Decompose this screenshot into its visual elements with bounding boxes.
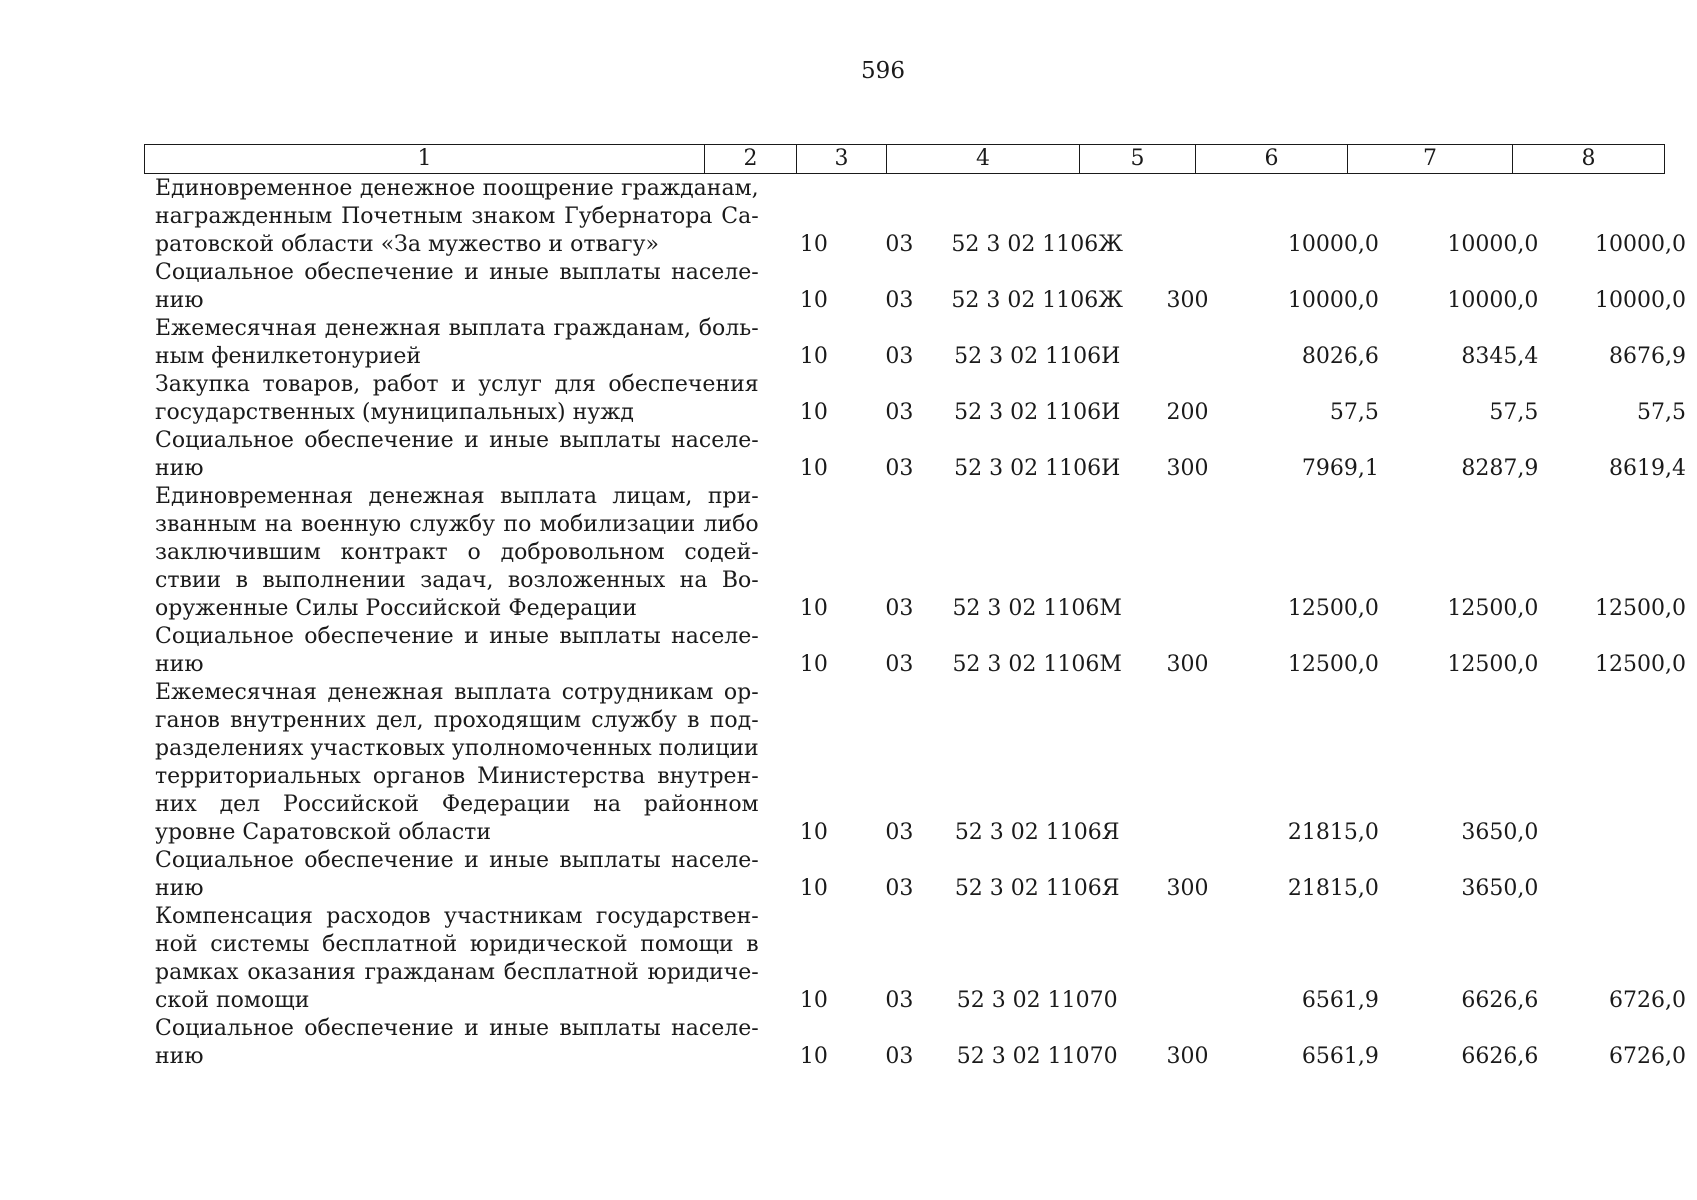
column-header-4: 4 xyxy=(887,145,1080,174)
row-amount-year-1: 10000,0 xyxy=(1287,288,1379,313)
row-amount-year-3: 10000,0 xyxy=(1595,288,1686,313)
page-number: 596 xyxy=(861,58,905,84)
row-target-code: 52 3 02 11070 xyxy=(956,1044,1118,1069)
column-header-2: 2 xyxy=(705,145,797,174)
budget-table xyxy=(144,175,1697,1071)
row-name-line: нию xyxy=(155,876,204,901)
column-header-5: 5 xyxy=(1080,145,1196,174)
row-subsection-code: 03 xyxy=(885,988,914,1013)
row-name-line: разделениях участковых уполномоченных полиции xyxy=(155,736,759,761)
row-name-line: Социальное обеспечение и иные выплаты населе- xyxy=(155,624,759,649)
row-expense-type xyxy=(1133,315,1243,371)
row-name xyxy=(144,259,771,315)
row-section-code: 10 xyxy=(799,1044,828,1069)
row-amount-year-3: 8676,9 xyxy=(1609,344,1686,369)
row-amount-year-3: 6726,0 xyxy=(1609,988,1686,1013)
row-expense-type xyxy=(1133,175,1243,259)
row-expense-type: 300 xyxy=(1166,288,1209,313)
row-amount-year-2: 12500,0 xyxy=(1447,596,1539,621)
row-name-line: Ежемесячная денежная выплата сотрудникам ор- xyxy=(155,680,759,705)
row-amount-year-3 xyxy=(1549,847,1697,903)
row-name-line: оруженные Силы Российской Федерации xyxy=(155,596,637,621)
row-section-code: 10 xyxy=(799,456,828,481)
row-amount-year-1: 7969,1 xyxy=(1301,456,1379,481)
row-section-code: 10 xyxy=(799,988,828,1013)
row-name-line: территориальных органов Министерства внутрен- xyxy=(155,764,759,789)
table-row xyxy=(144,175,1697,259)
column-header-row xyxy=(145,145,1665,174)
row-name-line: ской помощи xyxy=(155,988,310,1013)
row-name-line: Ежемесячная денежная выплата гражданам, боль- xyxy=(155,316,759,341)
column-header-1: 1 xyxy=(145,145,705,174)
table-row xyxy=(144,483,1697,623)
row-name-line: нию xyxy=(155,288,204,313)
table-row xyxy=(144,679,1697,847)
column-header-3: 3 xyxy=(797,145,887,174)
table-row xyxy=(144,427,1697,483)
row-amount-year-3: 6726,0 xyxy=(1609,1044,1686,1069)
column-header-6: 6 xyxy=(1196,145,1348,174)
row-subsection-code: 03 xyxy=(885,344,914,369)
row-name xyxy=(144,1015,771,1071)
row-expense-type: 300 xyxy=(1166,456,1209,481)
row-name-line: Социальное обеспечение и иные выплаты населе- xyxy=(155,1016,759,1041)
row-name-line: заключившим контракт о добровольном содей- xyxy=(155,540,759,565)
row-name xyxy=(144,679,771,847)
row-name-line: награжденным Почетным знаком Губернатора Са- xyxy=(155,204,759,229)
row-amount-year-1: 21815,0 xyxy=(1287,876,1379,901)
row-name-line: ганов внутренних дел, проходящим службу в под- xyxy=(155,708,759,733)
row-name xyxy=(144,175,771,259)
row-amount-year-3 xyxy=(1549,679,1697,847)
row-name-line: званным на военную службу по мобилизации либо xyxy=(155,512,759,537)
row-name-line: них дел Российской Федерации на районном xyxy=(155,792,759,817)
column-header-table xyxy=(144,144,1665,174)
row-name-line: нию xyxy=(155,1044,204,1069)
row-target-code: 52 3 02 1106Я xyxy=(954,820,1120,845)
row-name xyxy=(144,371,771,427)
row-amount-year-2: 57,5 xyxy=(1489,400,1539,425)
row-name-line: нию xyxy=(155,652,204,677)
row-amount-year-1: 21815,0 xyxy=(1287,820,1379,845)
row-name-line: уровне Саратовской области xyxy=(155,820,491,845)
row-subsection-code: 03 xyxy=(885,456,914,481)
row-subsection-code: 03 xyxy=(885,876,914,901)
row-name-line: нию xyxy=(155,456,204,481)
row-name xyxy=(144,623,771,679)
row-amount-year-2: 6626,6 xyxy=(1461,1044,1539,1069)
table-row xyxy=(144,315,1697,371)
row-section-code: 10 xyxy=(799,596,828,621)
row-amount-year-2: 3650,0 xyxy=(1461,820,1539,845)
row-amount-year-3: 10000,0 xyxy=(1595,232,1686,257)
row-name-line: Социальное обеспечение и иные выплаты населе- xyxy=(155,848,759,873)
row-name-line: ратовской области «За мужество и отвагу» xyxy=(155,232,659,257)
row-section-code: 10 xyxy=(799,232,828,257)
row-name-line: ным фенилкетонурией xyxy=(155,344,422,369)
row-subsection-code: 03 xyxy=(885,1044,914,1069)
row-expense-type: 300 xyxy=(1166,876,1209,901)
row-name xyxy=(144,847,771,903)
table-row xyxy=(144,371,1697,427)
row-expense-type xyxy=(1133,679,1243,847)
row-amount-year-3: 12500,0 xyxy=(1595,652,1686,677)
row-amount-year-1: 6561,9 xyxy=(1301,988,1379,1013)
table-row xyxy=(144,259,1697,315)
row-section-code: 10 xyxy=(799,400,828,425)
row-amount-year-1: 8026,6 xyxy=(1301,344,1379,369)
row-amount-year-1: 12500,0 xyxy=(1287,596,1379,621)
row-name-line: ной системы бесплатной юридической помощи в xyxy=(155,932,759,957)
table-row xyxy=(144,903,1697,1015)
row-name-line: государственных (муниципальных) нужд xyxy=(155,400,634,425)
row-subsection-code: 03 xyxy=(885,596,914,621)
row-expense-type: 300 xyxy=(1166,1044,1209,1069)
column-header-8: 8 xyxy=(1513,145,1665,174)
row-amount-year-2: 8287,9 xyxy=(1461,456,1539,481)
row-section-code: 10 xyxy=(799,820,828,845)
row-name xyxy=(144,427,771,483)
row-amount-year-3: 12500,0 xyxy=(1595,596,1686,621)
row-subsection-code: 03 xyxy=(885,288,914,313)
row-section-code: 10 xyxy=(799,288,828,313)
row-expense-type xyxy=(1133,903,1243,1015)
row-target-code: 52 3 02 1106М xyxy=(952,596,1122,621)
table-row xyxy=(144,623,1697,679)
row-name xyxy=(144,903,771,1015)
row-name-line: Закупка товаров, работ и услуг для обеспечения xyxy=(155,372,759,397)
row-expense-type xyxy=(1133,483,1243,623)
row-target-code: 52 3 02 1106И xyxy=(954,456,1121,481)
row-amount-year-1: 57,5 xyxy=(1329,400,1379,425)
row-target-code: 52 3 02 1106И xyxy=(954,344,1121,369)
row-name-line: Компенсация расходов участникам государствен- xyxy=(155,904,759,929)
row-name-line: Социальное обеспечение и иные выплаты населе- xyxy=(155,428,759,453)
row-expense-type: 300 xyxy=(1166,652,1209,677)
row-amount-year-1: 10000,0 xyxy=(1287,232,1379,257)
table-row xyxy=(144,1015,1697,1071)
row-subsection-code: 03 xyxy=(885,400,914,425)
row-name xyxy=(144,315,771,371)
row-target-code: 52 3 02 11070 xyxy=(956,988,1118,1013)
row-name-line: рамках оказания гражданам бесплатной юридиче- xyxy=(155,960,759,985)
row-amount-year-1: 6561,9 xyxy=(1301,1044,1379,1069)
row-amount-year-2: 10000,0 xyxy=(1447,288,1539,313)
row-target-code: 52 3 02 1106Ж xyxy=(951,288,1124,313)
row-amount-year-3: 8619,4 xyxy=(1609,456,1686,481)
row-subsection-code: 03 xyxy=(885,820,914,845)
row-subsection-code: 03 xyxy=(885,652,914,677)
row-name-line: ствии в выполнении задач, возложенных на Во- xyxy=(155,568,759,593)
row-subsection-code: 03 xyxy=(885,232,914,257)
row-section-code: 10 xyxy=(799,652,828,677)
row-section-code: 10 xyxy=(799,344,828,369)
row-amount-year-2: 8345,4 xyxy=(1461,344,1539,369)
row-section-code: 10 xyxy=(799,876,828,901)
row-amount-year-2: 3650,0 xyxy=(1461,876,1539,901)
row-target-code: 52 3 02 1106Я xyxy=(954,876,1120,901)
row-name xyxy=(144,483,771,623)
row-name-line: Единовременное денежное поощрение гражданам, xyxy=(155,176,759,201)
row-amount-year-1: 12500,0 xyxy=(1287,652,1379,677)
row-name-line: Единовременная денежная выплата лицам, при- xyxy=(155,484,759,509)
row-target-code: 52 3 02 1106Ж xyxy=(951,232,1124,257)
row-amount-year-2: 6626,6 xyxy=(1461,988,1539,1013)
table-row xyxy=(144,847,1697,903)
row-expense-type: 200 xyxy=(1166,400,1209,425)
row-amount-year-2: 10000,0 xyxy=(1447,232,1539,257)
column-header-7: 7 xyxy=(1348,145,1513,174)
row-amount-year-2: 12500,0 xyxy=(1447,652,1539,677)
row-target-code: 52 3 02 1106И xyxy=(954,400,1121,425)
row-name-line: Социальное обеспечение и иные выплаты населе- xyxy=(155,260,759,285)
row-amount-year-3: 57,5 xyxy=(1637,400,1686,425)
row-target-code: 52 3 02 1106М xyxy=(952,652,1122,677)
